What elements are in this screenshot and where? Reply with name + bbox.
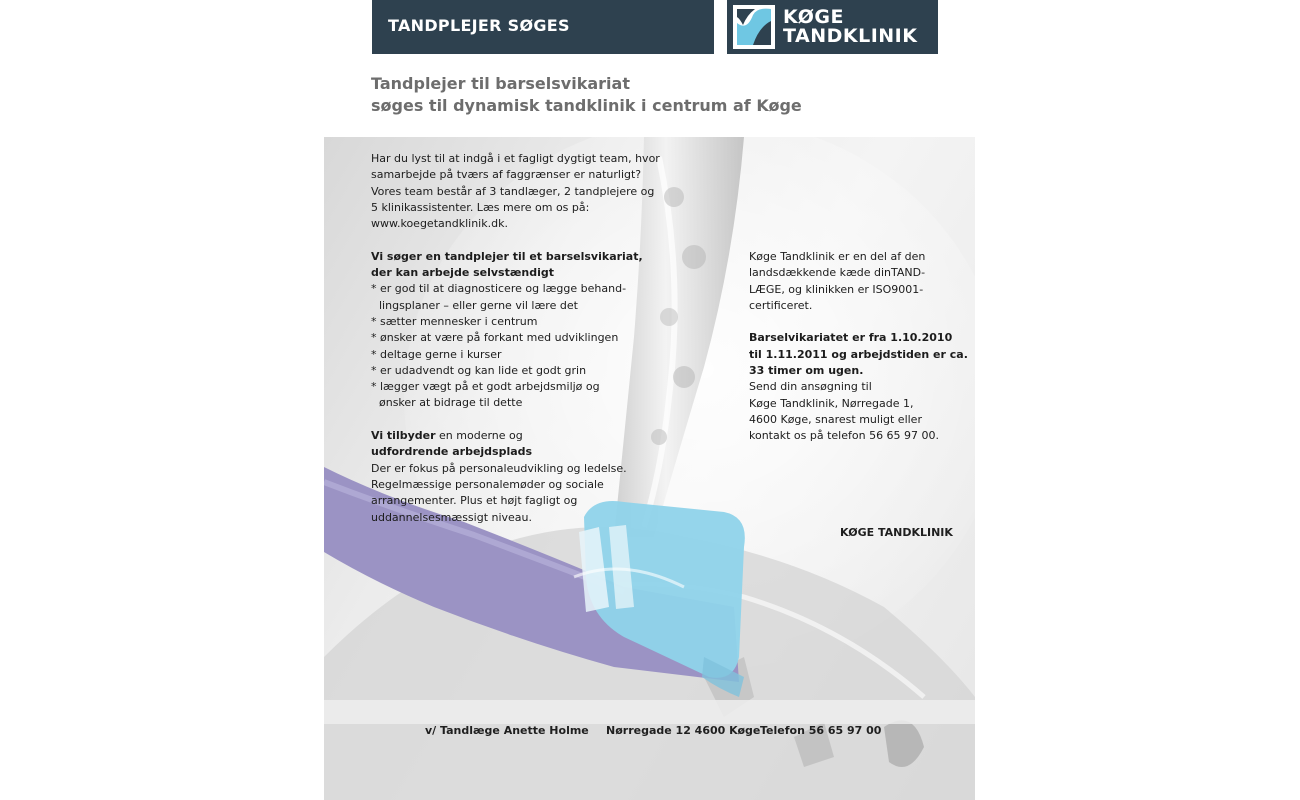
offer-text: uddannelsesmæssigt niveau.: [371, 510, 533, 524]
tooth-logo-icon: [733, 5, 775, 49]
offer-heading: udfordrende arbejdsplads: [371, 445, 533, 459]
website-link[interactable]: www.koegetandklinik.dk.: [371, 217, 508, 231]
about-line: landsdækkende kæde dinTAND-: [749, 266, 926, 280]
offer-normal: en moderne og: [435, 429, 523, 443]
offer-line: [371, 428, 671, 444]
apply-line: Køge Tandklinik, Nørregade 1,: [749, 396, 914, 410]
bullet-item: * er god til at diagnosticere og lægge behand-: [371, 282, 627, 296]
right-text-column: [749, 249, 969, 445]
intro-line: 5 klinikassistenter. Læs mere om os på:: [371, 200, 590, 214]
headline: [371, 73, 971, 117]
offer-text: Der er fokus på personaleudvikling og ledelse.: [371, 461, 627, 475]
period-line: til 1.11.2011 og arbejdstiden er ca.: [749, 347, 968, 361]
footer-band: [324, 700, 975, 724]
footer-dentist: v/ Tandlæge Anette Holme: [425, 724, 589, 737]
header-banner: [372, 0, 714, 54]
footer-address: Nørregade 12 4600 Køge: [606, 724, 761, 737]
header-title: TANDPLEJER SØGES: [388, 16, 570, 35]
footer-phone: Telefon 56 65 97 00: [760, 724, 882, 737]
bullet-item: ønsker at bidrage til dette: [379, 396, 523, 410]
clinic-logo: [727, 0, 938, 54]
about-line: Køge Tandklinik er en del af den: [749, 250, 926, 263]
intro-line: Vores team består af 3 tandlæger, 2 tandplejere og: [371, 184, 655, 198]
headline-line-2: søges til dynamisk tandklinik i centrum af Køge: [371, 96, 802, 115]
apply-line: kontakt os på telefon 56 65 97 00.: [749, 429, 940, 443]
about-line: LÆGE, og klinikken er ISO9001-: [749, 282, 924, 296]
seek-heading: der kan arbejde selvstændigt: [371, 266, 554, 280]
bullet-item: * deltage gerne i kurser: [371, 347, 502, 361]
seek-heading: Vi søger en tandplejer til et barselsvikariat,: [371, 249, 643, 263]
bullet-item: * lægger vægt på et godt arbejdsmiljø og: [371, 380, 600, 394]
bullet-item: * sætter mennesker i centrum: [371, 314, 538, 328]
period-line: Barselvikariatet er fra 1.10.2010: [749, 331, 953, 345]
headline-line-1: Tandplejer til barselsvikariat: [371, 74, 630, 93]
period-line: 33 timer om ugen.: [749, 364, 864, 378]
apply-line: Send din ansøgning til: [749, 380, 872, 394]
intro-line: samarbejde på tværs af faggrænser er naturligt?: [371, 168, 642, 182]
signature: KØGE TANDKLINIK: [840, 526, 953, 539]
bullet-item: lingsplaner – eller gerne vil lære det: [379, 298, 578, 312]
bullet-item: * ønsker at være på forkant med udviklingen: [371, 331, 619, 345]
intro-line: Har du lyst til at indgå i et fagligt dygtigt team, hvor: [371, 152, 660, 165]
offer-text: Regelmæssige personalemøder og sociale: [371, 477, 604, 491]
about-line: certificeret.: [749, 298, 813, 312]
bullet-item: * er udadvendt og kan lide et godt grin: [371, 363, 587, 377]
offer-text: arrangementer. Plus et højt fagligt og: [371, 494, 578, 508]
offer-bold: Vi tilbyder: [371, 429, 436, 443]
logo-text-tandklinik: TANDKLINIK: [783, 25, 918, 47]
left-text-column: [371, 151, 671, 526]
logo-text-koge: KØGE: [783, 6, 844, 28]
apply-line: 4600 Køge, snarest muligt eller: [749, 412, 922, 426]
